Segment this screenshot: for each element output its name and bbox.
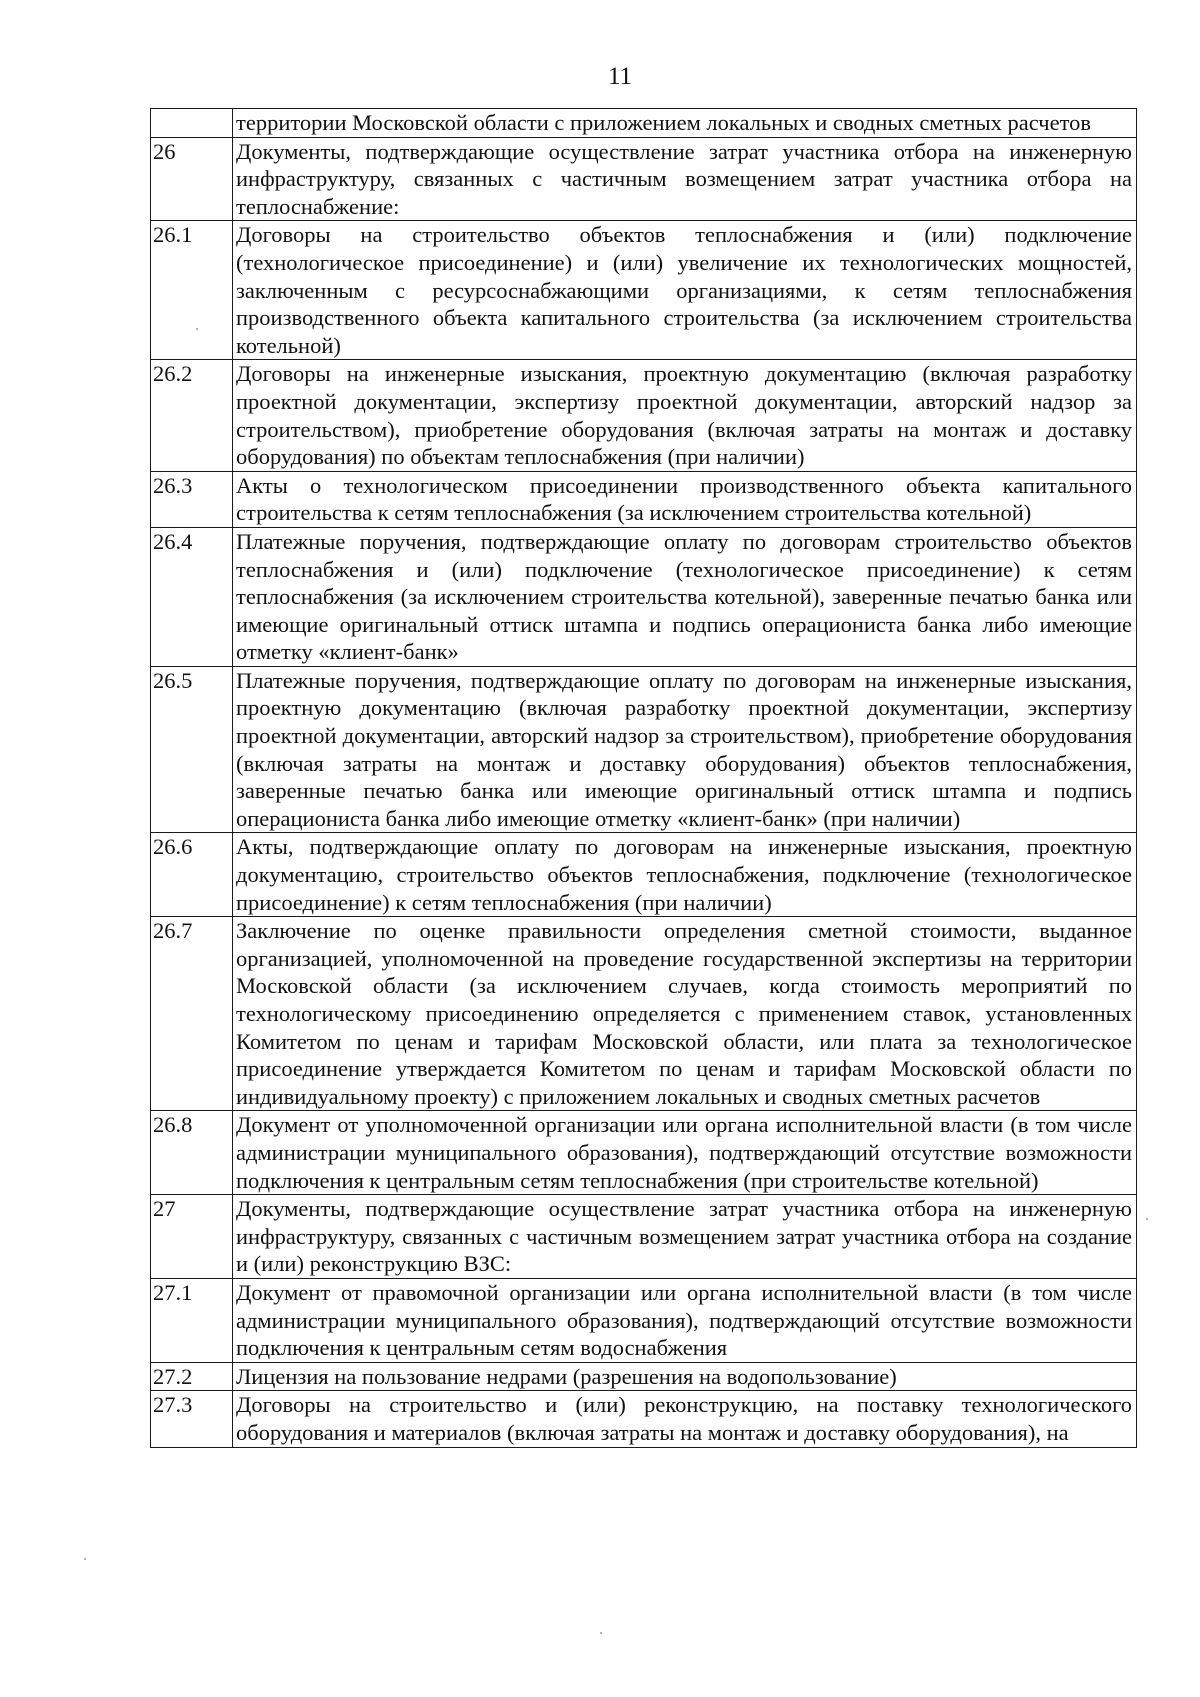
row-number: 26.1	[151, 221, 233, 360]
row-number: 27.3	[151, 1391, 233, 1447]
row-number: 27	[151, 1195, 233, 1279]
row-number	[151, 109, 233, 138]
row-text: Акты, подтверждающие оплату по договорам на инженерные изыскания, проектную документацию, строительство объектов теплоснабжения, подключение (технологическое присоединение) к сетям теплоснабжения (при наличии)	[233, 833, 1137, 917]
document-table	[150, 108, 1137, 1448]
row-number: 26.6	[151, 833, 233, 917]
row-text: Заключение по оценке правильности определения сметной стоимости, выданное организацией, уполномоченной на проведение государственной экспертизы на территории Московской области (за исключением случаев, когда стоимость мероприятий по технологическому присоединению определяется с применением ставок, установленных Комитетом по ценам и тарифам Московской области, или плата за технологическое присоединение утверждается Комитетом по ценам и тарифам Московской области по индивидуальному проекту) с приложением локальных и сводных сметных расчетов	[233, 917, 1137, 1111]
row-text: Документы, подтверждающие осуществление затрат участника отбора на инженерную инфраструктуру, связанных с частичным возмещением затрат участника отбора на создание и (или) реконструкцию ВЗС:	[233, 1195, 1137, 1279]
row-text: Платежные поручения, подтверждающие оплату по договорам строительство объектов теплоснабжения и (или) подключение (технологическое присоединение) к сетям теплоснабжения (за исключением строительства котельной), заверенные печатью банка или имеющие оригинальный оттиск штампа и подпись операциониста банка либо имеющие отметку «клиент-банк»	[233, 527, 1137, 666]
table-row	[151, 1278, 1137, 1362]
row-number: 27.1	[151, 1278, 233, 1362]
row-text: Документ от уполномоченной организации или органа исполнительной власти (в том числе администрации муниципального образования), подтверждающий отсутствие возможности подключения к центральным сетям теплоснабжения (при строительстве котельной)	[233, 1111, 1137, 1195]
table-row	[151, 137, 1137, 221]
row-text: Платежные поручения, подтверждающие оплату по договорам на инженерные изыскания, проектную документацию (включая разработку проектной документации, экспертизу проектной документации, авторский надзор за строительством), приобретение оборудования (включая затраты на монтаж и доставку оборудования) объектов теплоснабжения, заверенные печатью банка или имеющие оригинальный оттиск штампа и подпись операциониста банка либо имеющие отметку «клиент-банк» (при наличии)	[233, 666, 1137, 833]
table-row	[151, 1195, 1137, 1279]
table-row	[151, 1391, 1137, 1447]
row-number: 26.4	[151, 527, 233, 666]
table-row	[151, 360, 1137, 471]
table-row	[151, 917, 1137, 1111]
row-number: 26.2	[151, 360, 233, 471]
table-row	[151, 1111, 1137, 1195]
row-number: 26.3	[151, 471, 233, 527]
row-number: 26.7	[151, 917, 233, 1111]
row-text: Договоры на строительство объектов теплоснабжения и (или) подключение (технологическое присоединение) и (или) увеличение их технологических мощностей, заключенным с ресурсоснабжающими организациями, к сетям теплоснабжения производственного объекта капитального строительства (за исключением строительства котельной)	[233, 221, 1137, 360]
scan-speck	[84, 1558, 86, 1560]
scan-speck	[1146, 1218, 1148, 1220]
table-row	[151, 1362, 1137, 1391]
scan-speck	[600, 1632, 602, 1634]
row-text: Документы, подтверждающие осуществление затрат участника отбора на инженерную инфраструктуру, связанных с частичным возмещением затрат участника отбора на теплоснабжение:	[233, 137, 1137, 221]
row-number: 26	[151, 137, 233, 221]
row-number: 26.8	[151, 1111, 233, 1195]
table-row	[151, 221, 1137, 360]
table-row	[151, 471, 1137, 527]
scan-speck	[196, 328, 198, 330]
table-row	[151, 833, 1137, 917]
row-number: 27.2	[151, 1362, 233, 1391]
table-row	[151, 666, 1137, 833]
row-text: Лицензия на пользование недрами (разрешения на водопользование)	[233, 1362, 1137, 1391]
row-text: территории Московской области с приложением локальных и сводных сметных расчетов	[233, 109, 1137, 138]
row-text: Документ от правомочной организации или органа исполнительной власти (в том числе администрации муниципального образования), подтверждающий отсутствие возможности подключения к центральным сетям водоснабжения	[233, 1278, 1137, 1362]
table-row	[151, 109, 1137, 138]
page-number: 11	[607, 63, 633, 90]
row-text: Акты о технологическом присоединении производственного объекта капитального строительства к сетям теплоснабжения (за исключением строительства котельной)	[233, 471, 1137, 527]
row-number: 26.5	[151, 666, 233, 833]
row-text: Договоры на инженерные изыскания, проектную документацию (включая разработку проектной документации, экспертизу проектной документации, авторский надзор за строительством), приобретение оборудования (включая затраты на монтаж и доставку оборудования) по объектам теплоснабжения (при наличии)	[233, 360, 1137, 471]
table-row	[151, 527, 1137, 666]
row-text: Договоры на строительство и (или) реконструкцию, на поставку технологического оборудования и материалов (включая затраты на монтаж и доставку оборудования), на	[233, 1391, 1137, 1447]
